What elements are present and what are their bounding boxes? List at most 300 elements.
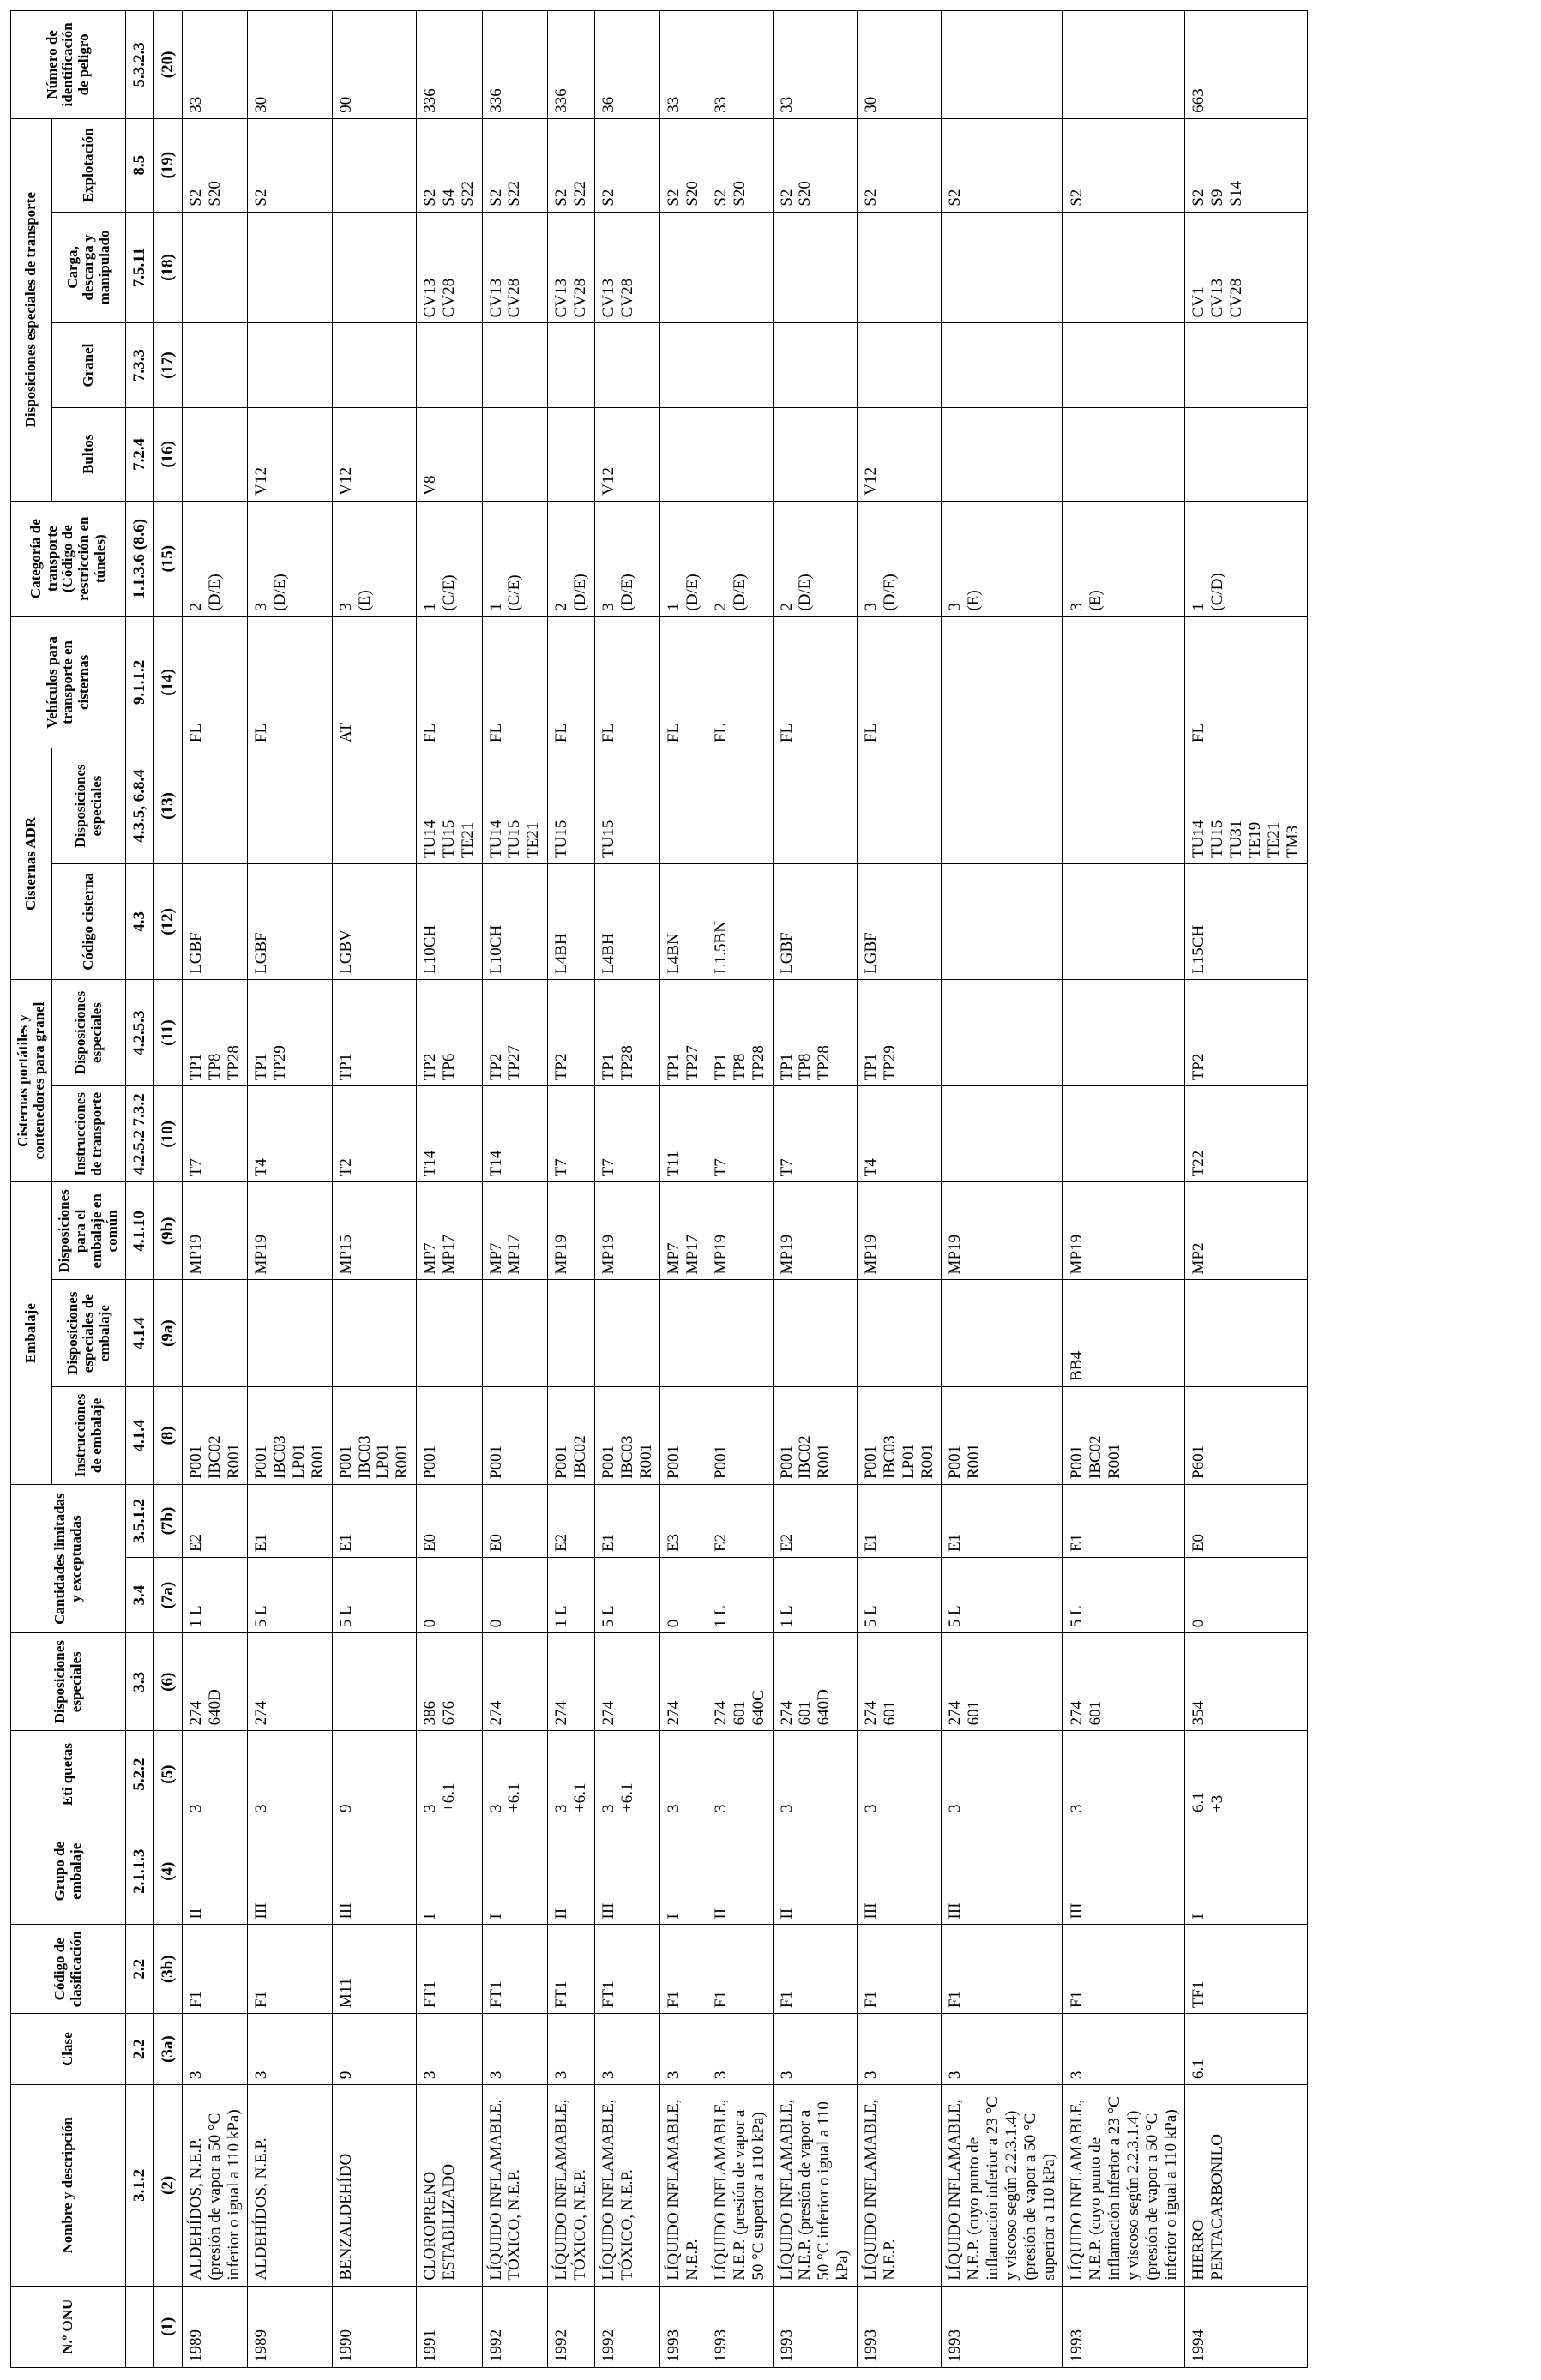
table-cell — [1185, 407, 1307, 501]
table-cell: 336 — [482, 11, 548, 119]
table-cell: TP2 — [1185, 979, 1307, 1085]
table-cell: P001 IBC02 R001 — [1063, 1386, 1185, 1484]
table-cell: TP2 TP6 — [417, 979, 483, 1085]
table-cell: L4BN — [660, 863, 707, 979]
table-cell: TF1 — [1185, 1925, 1307, 2014]
table-cell: 3 — [660, 1731, 707, 1818]
table-cell: III — [1063, 1818, 1185, 1924]
header-granel: Granel — [52, 323, 126, 408]
table-cell: 274 601 640D — [773, 1633, 857, 1731]
table-cell: T4 — [248, 1086, 332, 1182]
header-row-groups — [11, 11, 52, 2368]
table-cell: 90 — [332, 11, 416, 119]
table-cell: FL — [594, 616, 660, 748]
table-cell: FT1 — [482, 1925, 548, 2014]
table-cell: FL — [660, 616, 707, 748]
table-cell: 3 — [857, 2014, 941, 2085]
table-cell: 1993 — [857, 2286, 941, 2367]
table-cell: 3 — [482, 2014, 548, 2085]
table-cell — [1185, 323, 1307, 408]
header-clase: Clase — [11, 2014, 126, 2085]
table-cell: S2 S22 — [482, 118, 548, 212]
table-cell: HIERRO PENTACARBONILO — [1185, 2085, 1307, 2286]
table-cell: (8) — [153, 1386, 182, 1484]
table-cell — [942, 748, 1063, 864]
header-cantidades-limitadas: Cantidades limitadas y exceptuadas — [11, 1485, 126, 1633]
table-cell: 3 (D/E) — [857, 501, 941, 616]
table-cell: 4.3.5, 6.8.4 — [126, 748, 154, 864]
table-cell: 3 — [857, 1731, 941, 1818]
table-cell — [248, 1280, 332, 1386]
table-cell: (17) — [153, 323, 182, 408]
table-cell — [1063, 979, 1185, 1085]
table-cell — [417, 323, 483, 408]
table-cell — [942, 979, 1063, 1085]
table-cell: 1 (C/D) — [1185, 501, 1307, 616]
table-cell: FL — [773, 616, 857, 748]
table-cell: L1.5BN — [707, 863, 774, 979]
table-cell: MP2 — [1185, 1182, 1307, 1280]
table-cell: II — [548, 1818, 595, 1924]
table-cell: 1.1.3.6 (8.6) — [126, 501, 154, 616]
table-row — [182, 11, 248, 2368]
table-cell: 2 (D/E) — [548, 501, 595, 616]
table-cell: P001 IBC03 LP01 R001 — [248, 1386, 332, 1484]
table-cell: S2 S22 — [548, 118, 595, 212]
table-cell: F1 — [1063, 1925, 1185, 2014]
table-cell: T22 — [1185, 1086, 1307, 1182]
table-cell: 1990 — [332, 2286, 416, 2367]
table-cell: MP19 — [548, 1182, 595, 1280]
table-cell — [182, 407, 248, 501]
table-cell: (9b) — [153, 1182, 182, 1280]
table-cell: ALDEHÍDOS, N.E.P. (presión de vapor a 50 °C inferior o igual a 110 kPa) — [182, 2085, 248, 2286]
table-cell: (6) — [153, 1633, 182, 1731]
rotated-table-wrapper — [10, 10, 1492, 2368]
table-cell: 274 — [482, 1633, 548, 1731]
table-cell: 386 676 — [417, 1633, 483, 1731]
table-cell: FL — [248, 616, 332, 748]
table-cell: LGBF — [182, 863, 248, 979]
table-cell: E2 — [773, 1485, 857, 1558]
table-cell: TU15 — [548, 748, 595, 864]
table-cell: T2 — [332, 1086, 416, 1182]
table-cell: E1 — [248, 1485, 332, 1558]
table-cell: CV13 CV28 — [594, 212, 660, 323]
table-cell — [942, 863, 1063, 979]
table-cell — [548, 323, 595, 408]
table-cell: 3 +6.1 — [548, 1731, 595, 1818]
table-cell: MP19 — [594, 1182, 660, 1280]
table-cell: 30 — [857, 11, 941, 119]
table-row — [707, 11, 774, 2368]
table-cell: 1 (C/E) — [417, 501, 483, 616]
table-cell: 6.1 +3 — [1185, 1731, 1307, 1818]
table-cell: T7 — [182, 1086, 248, 1182]
table-cell: 33 — [707, 11, 774, 119]
table-cell — [1063, 407, 1185, 501]
table-cell — [660, 1280, 707, 1386]
table-cell: AT — [332, 616, 416, 748]
table-cell: 1 (C/E) — [482, 501, 548, 616]
table-cell: (2) — [153, 2085, 182, 2286]
table-cell: FL — [482, 616, 548, 748]
table-cell: E0 — [1185, 1485, 1307, 1558]
group-embalaje: Embalaje — [11, 1182, 52, 1485]
table-cell — [332, 748, 416, 864]
table-row — [417, 11, 483, 2368]
table-cell: E1 — [332, 1485, 416, 1558]
table-cell: 4.1.4 — [126, 1280, 154, 1386]
table-cell: P001 — [707, 1386, 774, 1484]
table-cell: FL — [857, 616, 941, 748]
table-cell: 1 L — [182, 1558, 248, 1633]
table-cell: FT1 — [548, 1925, 595, 2014]
table-cell — [482, 407, 548, 501]
header-nombre: Nombre y descripción — [11, 2085, 126, 2286]
table-cell: LGBF — [773, 863, 857, 979]
table-cell: T7 — [707, 1086, 774, 1182]
table-cell: E1 — [594, 1485, 660, 1558]
table-cell: E0 — [417, 1485, 483, 1558]
table-row — [660, 11, 707, 2368]
table-row — [594, 11, 660, 2368]
table-cell: 274 601 — [857, 1633, 941, 1731]
table-cell: 1989 — [248, 2286, 332, 2367]
table-cell: TP2 — [548, 979, 595, 1085]
header-grupo-embalaje: Grupo de embalaje — [11, 1818, 126, 1924]
table-cell — [707, 407, 774, 501]
table-cell — [942, 407, 1063, 501]
header-categoria-transporte: Categoría de transporte (Código de restricción en túneles) — [11, 501, 126, 616]
table-cell: T11 — [660, 1086, 707, 1182]
table-cell: P001 IBC03 LP01 R001 — [332, 1386, 416, 1484]
table-cell: CV1 CV13 CV28 — [1185, 212, 1307, 323]
table-cell: III — [248, 1818, 332, 1924]
table-cell: 1993 — [660, 2286, 707, 2367]
table-cell: 5 L — [332, 1558, 416, 1633]
table-cell: BENZALDEHÍDO — [332, 2085, 416, 2286]
table-cell: (18) — [153, 212, 182, 323]
table-cell — [942, 1280, 1063, 1386]
table-cell: 1994 — [1185, 2286, 1307, 2367]
table-cell: 3 (E) — [1063, 501, 1185, 616]
table-cell: (12) — [153, 863, 182, 979]
table-cell: 5.2.2 — [126, 1731, 154, 1818]
table-cell: CV13 CV28 — [482, 212, 548, 323]
table-cell: FL — [707, 616, 774, 748]
table-cell: T7 — [773, 1086, 857, 1182]
table-cell: LGBV — [332, 863, 416, 979]
table-cell: 3 — [417, 2014, 483, 2085]
table-cell — [660, 212, 707, 323]
table-cell — [332, 323, 416, 408]
table-cell: 274 — [660, 1633, 707, 1731]
table-cell: 3 (D/E) — [248, 501, 332, 616]
table-cell: 4.3 — [126, 863, 154, 979]
header-instrucciones-transporte: Instrucciones de transporte — [52, 1086, 126, 1182]
table-cell: TP2 TP27 — [482, 979, 548, 1085]
table-cell: 1993 — [707, 2286, 774, 2367]
table-cell: T14 — [482, 1086, 548, 1182]
table-cell: 33 — [182, 11, 248, 119]
table-cell: E2 — [182, 1485, 248, 1558]
table-cell: 3 — [942, 2014, 1063, 2085]
table-cell: III — [332, 1818, 416, 1924]
table-cell: P001 — [482, 1386, 548, 1484]
table-cell: TP1 TP29 — [857, 979, 941, 1085]
table-cell: 4.1.4 — [126, 1386, 154, 1484]
table-cell: MP19 — [248, 1182, 332, 1280]
table-cell: P001 IBC03 R001 — [594, 1386, 660, 1484]
table-cell: 5 L — [942, 1558, 1063, 1633]
table-cell: 3 — [182, 2014, 248, 2085]
table-cell: T7 — [594, 1086, 660, 1182]
header-disposiciones-especiales: Disposiciones especiales — [11, 1633, 126, 1731]
table-cell: II — [773, 1818, 857, 1924]
table-cell — [332, 118, 416, 212]
table-cell: P601 — [1185, 1386, 1307, 1484]
table-cell: 3 — [707, 2014, 774, 2085]
table-cell: (14) — [153, 616, 182, 748]
table-cell: 1992 — [594, 2286, 660, 2367]
table-body — [126, 11, 1307, 2368]
table-cell — [1063, 863, 1185, 979]
table-cell: 5 L — [857, 1558, 941, 1633]
table-cell: TU15 — [594, 748, 660, 864]
table-cell: S2 — [942, 118, 1063, 212]
table-cell: 1 L — [548, 1558, 595, 1633]
group-cisternas-adr: Cisternas ADR — [11, 748, 52, 980]
table-cell — [594, 1280, 660, 1386]
table-cell: LÍQUIDO INFLAMABLE, N.E.P. (cuyo punto de inflamación inferior a 23 °C y viscoso según 2.2.3.1.4) (presión de vapor a 50 °C inferior o igual a 110 kPa) — [1063, 2085, 1185, 2286]
table-cell: 3 — [942, 1731, 1063, 1818]
table-cell: 3 — [707, 1731, 774, 1818]
table-row — [248, 11, 332, 2368]
table-cell: T14 — [417, 1086, 483, 1182]
table-cell: MP19 — [707, 1182, 774, 1280]
table-row — [1185, 11, 1307, 2368]
group-cisternas-portatiles: Cisternas portátiles y contenedores para granel — [11, 979, 52, 1182]
table-cell — [248, 748, 332, 864]
table-row — [548, 11, 595, 2368]
table-cell: MP15 — [332, 1182, 416, 1280]
table-cell: TP1 TP29 — [248, 979, 332, 1085]
table-cell — [182, 212, 248, 323]
table-cell: 2.2 — [126, 2014, 154, 2085]
table-cell: I — [660, 1818, 707, 1924]
table-cell: I — [482, 1818, 548, 1924]
table-cell — [332, 212, 416, 323]
table-cell: TP1 — [332, 979, 416, 1085]
table-cell: TU14 TU15 TE21 — [417, 748, 483, 864]
table-cell: LÍQUIDO INFLAMABLE, TÓXICO, N.E.P. — [548, 2085, 595, 2286]
table-cell — [1063, 212, 1185, 323]
table-cell: 274 601 640C — [707, 1633, 774, 1731]
table-cell — [942, 11, 1063, 119]
table-cell: FL — [1185, 616, 1307, 748]
table-cell: V12 — [248, 407, 332, 501]
table-cell: S2 — [248, 118, 332, 212]
table-cell: FL — [417, 616, 483, 748]
table-cell: 3.4 — [126, 1558, 154, 1633]
table-cell — [857, 212, 941, 323]
dangerous-goods-table — [10, 10, 1308, 2368]
table-row — [1063, 11, 1185, 2368]
table-cell: 1993 — [773, 2286, 857, 2367]
table-cell: 3 — [660, 2014, 707, 2085]
column-number-row — [153, 11, 182, 2368]
table-cell: FL — [182, 616, 248, 748]
header-codigo-cisterna: Código cisterna — [52, 863, 126, 979]
table-cell — [1063, 11, 1185, 119]
table-cell: 3 +6.1 — [594, 1731, 660, 1818]
table-cell: (15) — [153, 501, 182, 616]
table-cell: 3 — [548, 2014, 595, 2085]
table-cell — [773, 748, 857, 864]
header-codigo-clasificacion: Código de clasificación — [11, 1925, 126, 2014]
table-cell — [1063, 1086, 1185, 1182]
table-cell: 5 L — [594, 1558, 660, 1633]
table-cell: S2 — [594, 118, 660, 212]
table-cell: CLOROPRENO ESTABILIZADO — [417, 2085, 483, 2286]
table-cell: 1993 — [1063, 2286, 1185, 2367]
table-cell — [773, 323, 857, 408]
table-cell: T7 — [548, 1086, 595, 1182]
table-cell: 3 (E) — [942, 501, 1063, 616]
header-carga-descarga: Carga, descarga y manipulado — [52, 212, 126, 323]
header-bultos: Bultos — [52, 407, 126, 501]
table-cell: II — [707, 1818, 774, 1924]
table-cell: 6.1 — [1185, 2014, 1307, 2085]
table-cell: 3 — [248, 1731, 332, 1818]
table-cell — [707, 748, 774, 864]
table-cell: 1989 — [182, 2286, 248, 2367]
table-cell: E3 — [660, 1485, 707, 1558]
table-cell: V8 — [417, 407, 483, 501]
table-cell: TP1 TP8 TP28 — [773, 979, 857, 1085]
table-cell: V12 — [594, 407, 660, 501]
table-cell: E1 — [857, 1485, 941, 1558]
table-cell: 3.3 — [126, 1633, 154, 1731]
table-cell: 4.2.5.2 7.3.2 — [126, 1086, 154, 1182]
table-cell: 0 — [482, 1558, 548, 1633]
table-cell: III — [857, 1818, 941, 1924]
table-cell: 3 +6.1 — [417, 1731, 483, 1818]
table-cell — [857, 323, 941, 408]
table-cell: L15CH — [1185, 863, 1307, 979]
table-cell — [857, 1280, 941, 1386]
table-cell — [660, 748, 707, 864]
table-cell — [942, 1086, 1063, 1182]
table-cell: F1 — [773, 1925, 857, 2014]
table-cell: S2 S20 — [707, 118, 774, 212]
table-cell: MP19 — [857, 1182, 941, 1280]
table-cell: LÍQUIDO INFLAMABLE, TÓXICO, N.E.P. — [594, 2085, 660, 2286]
table-cell: FT1 — [417, 1925, 483, 2014]
header-etiquetas: Eti quetas — [11, 1731, 126, 1818]
table-cell: 33 — [773, 11, 857, 119]
table-cell: (9a) — [153, 1280, 182, 1386]
table-cell: 3 (E) — [332, 501, 416, 616]
table-cell: TU14 TU15 TU31 TE19 TE21 TM3 — [1185, 748, 1307, 864]
table-cell: 1 (D/E) — [660, 501, 707, 616]
table-cell: 663 — [1185, 11, 1307, 119]
table-cell: 9.1.1.2 — [126, 616, 154, 748]
table-cell: MP7 MP17 — [660, 1182, 707, 1280]
table-cell: L4BH — [594, 863, 660, 979]
table-cell: 7.3.3 — [126, 323, 154, 408]
table-cell — [1185, 1280, 1307, 1386]
table-cell: 1993 — [942, 2286, 1063, 2367]
table-cell: 7.2.4 — [126, 407, 154, 501]
table-row — [942, 11, 1063, 2368]
table-cell: 0 — [660, 1558, 707, 1633]
table-cell: I — [1185, 1818, 1307, 1924]
header-disp-especiales-cp: Disposiciones especiales — [52, 979, 126, 1085]
table-cell: 4.2.5.3 — [126, 979, 154, 1085]
table-cell: 1991 — [417, 2286, 483, 2367]
table-cell — [182, 323, 248, 408]
table-cell — [182, 748, 248, 864]
table-cell: 5.3.2.3 — [126, 11, 154, 119]
table-cell: 8.5 — [126, 118, 154, 212]
table-cell: 2.1.1.3 — [126, 1818, 154, 1924]
table-cell: M11 — [332, 1925, 416, 2014]
header-explotacion: Explotación — [52, 118, 126, 212]
table-cell: (10) — [153, 1086, 182, 1182]
table-cell: TP1 TP28 — [594, 979, 660, 1085]
table-cell: CV13 CV28 — [417, 212, 483, 323]
table-cell — [248, 212, 332, 323]
table-cell: E1 — [1063, 1485, 1185, 1558]
table-cell: L10CH — [482, 863, 548, 979]
table-cell: I — [417, 1818, 483, 1924]
table-cell — [707, 1280, 774, 1386]
table-cell: P001 — [660, 1386, 707, 1484]
table-cell: S2 S9 S14 — [1185, 118, 1307, 212]
table-cell: LÍQUIDO INFLAMABLE, N.E.P. — [857, 2085, 941, 2286]
table-cell — [248, 323, 332, 408]
table-cell: P001 IBC03 LP01 R001 — [857, 1386, 941, 1484]
table-cell: 4.1.10 — [126, 1182, 154, 1280]
table-cell — [773, 1280, 857, 1386]
table-cell: S2 S4 S22 — [417, 118, 483, 212]
table-cell: L4BH — [548, 863, 595, 979]
table-cell: E1 — [942, 1485, 1063, 1558]
table-cell: 33 — [660, 11, 707, 119]
header-un: N.º ONU — [11, 2286, 126, 2367]
table-cell: BB4 — [1063, 1280, 1185, 1386]
table-cell: 0 — [417, 1558, 483, 1633]
table-cell: MP19 — [182, 1182, 248, 1280]
table-cell: MP19 — [1063, 1182, 1185, 1280]
table-cell — [126, 2286, 154, 2367]
table-cell: 0 — [1185, 1558, 1307, 1633]
table-cell: (20) — [153, 11, 182, 119]
table-cell: 3 — [773, 1731, 857, 1818]
table-cell: S2 — [1063, 118, 1185, 212]
table-cell: S2 S20 — [773, 118, 857, 212]
table-cell — [482, 1280, 548, 1386]
table-cell: 3 — [773, 2014, 857, 2085]
table-cell: E2 — [548, 1485, 595, 1558]
table-cell: 9 — [332, 1731, 416, 1818]
table-cell: P001 IBC02 R001 — [773, 1386, 857, 1484]
table-cell: (13) — [153, 748, 182, 864]
table-cell — [1063, 748, 1185, 864]
table-cell: 274 — [248, 1633, 332, 1731]
